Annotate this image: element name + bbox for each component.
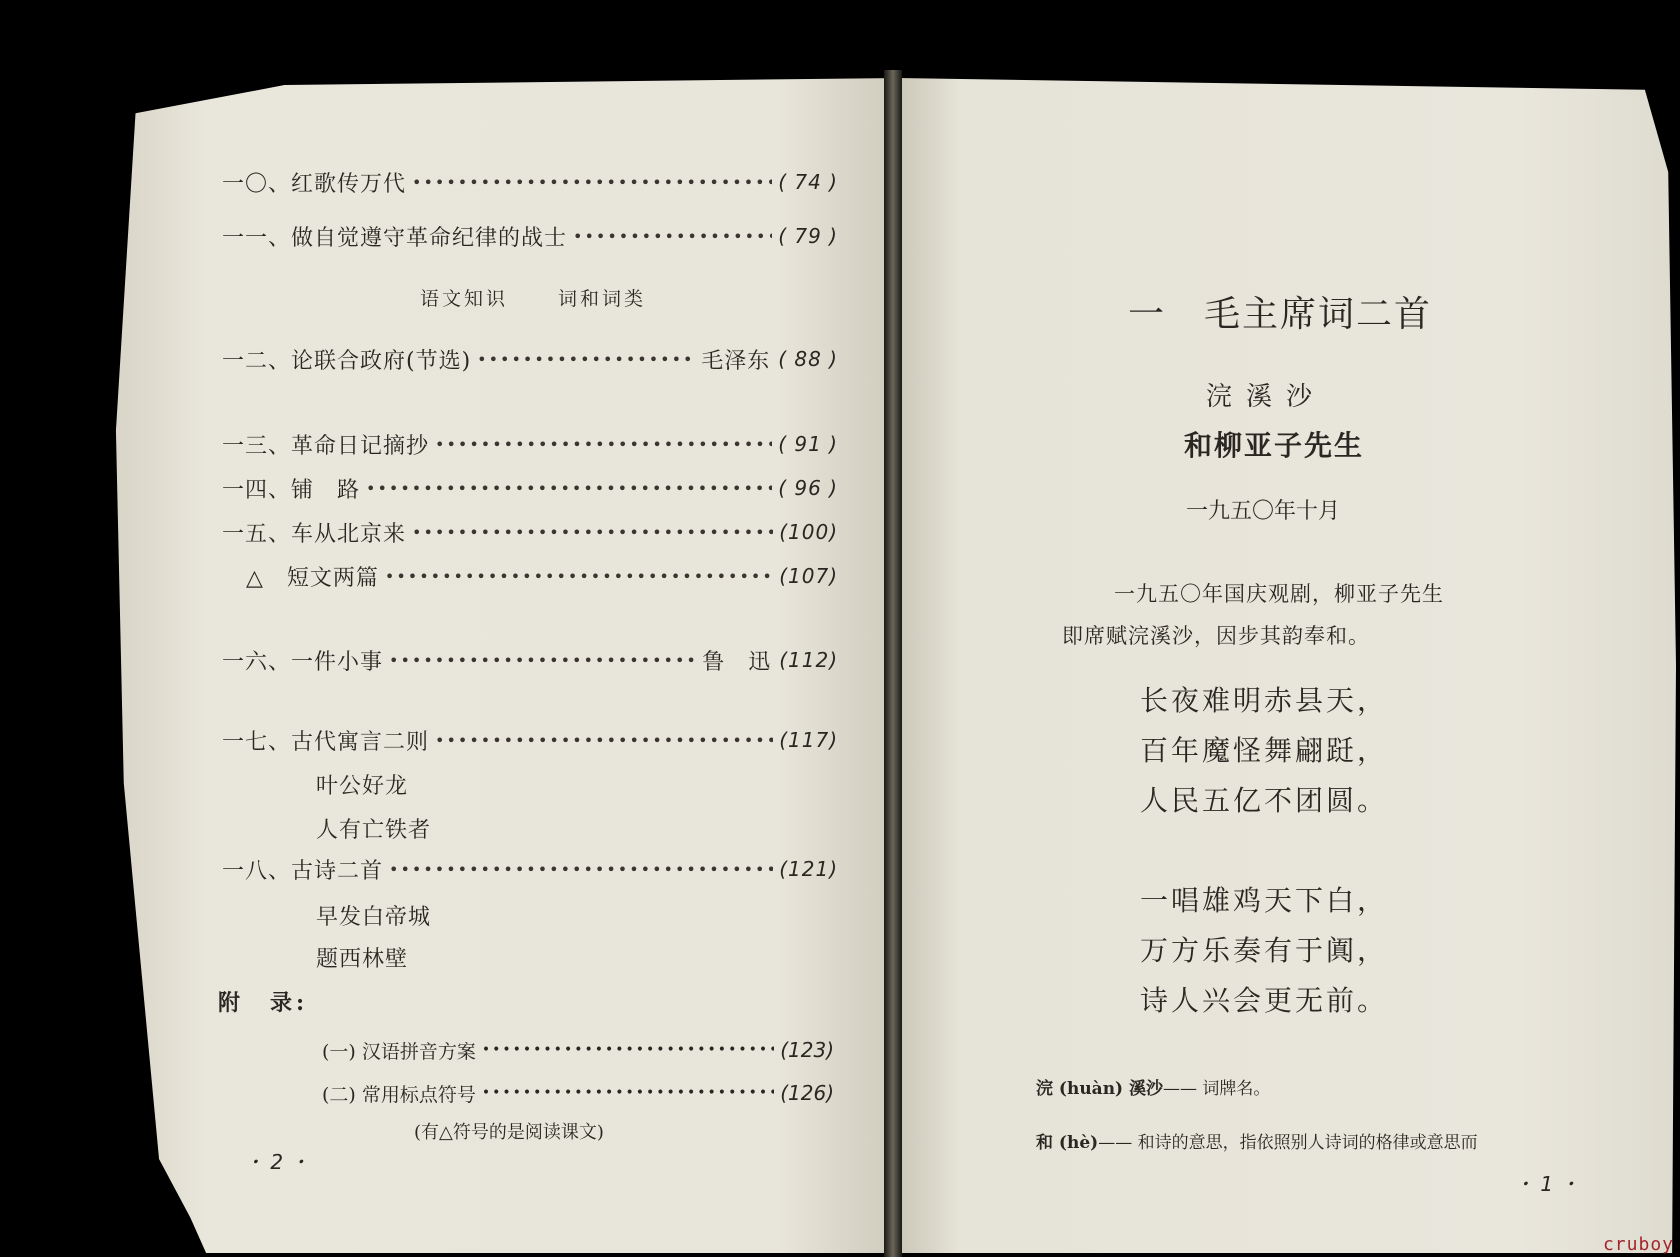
toc-entry: 一四、铺 路 ••••• ( 96 ) bbox=[222, 469, 838, 507]
appendix-entry: (二) 常用标点符号 ••••• (126) bbox=[322, 1076, 834, 1110]
right-page bbox=[898, 78, 1676, 1253]
toc-leader-dots bbox=[389, 651, 696, 670]
toc-entry: 一一、做自觉遵守革命纪律的战士 ••••• ( 79 ) bbox=[222, 217, 838, 255]
footnote: 浣 (huàn) 溪沙—— 词牌名。 bbox=[1036, 1079, 1271, 1099]
toc-sub-item: 早发白帝城 bbox=[316, 905, 432, 930]
toc-leader-dots bbox=[412, 173, 772, 192]
toc-leader-dots bbox=[366, 479, 772, 498]
poem-preface-line: 即席赋浣溪沙，因步其韵奉和。 bbox=[1062, 624, 1370, 648]
poem-verse: 人民五亿不团圆。 bbox=[1140, 784, 1389, 817]
chapter-title: 一 毛主席词二首 bbox=[1128, 294, 1433, 335]
watermark: cruboy bbox=[1602, 1234, 1674, 1255]
appendix-title: 附 录: bbox=[218, 990, 309, 1016]
poem-verse: 长夜难明赤县天， bbox=[1140, 684, 1389, 717]
toc-leader-dots bbox=[482, 1085, 774, 1101]
footnote: 和 (hè)—— 和诗的意思，指依照别人诗词的格律或意思而 bbox=[1036, 1133, 1478, 1153]
toc-leader-dots bbox=[435, 731, 773, 750]
toc-leader-dots bbox=[573, 227, 772, 246]
toc-entry: 一八、古诗二首 ••••• (121) bbox=[222, 850, 838, 888]
toc-entry: 一〇、红歌传万代 ••••• ( 74 ) bbox=[222, 163, 838, 201]
reading-note: (有△符号的是阅读课文) bbox=[414, 1122, 604, 1143]
knowledge-heading: 语文知识 词和词类 bbox=[420, 288, 647, 310]
poem-verse: 百年魔怪舞翩跹， bbox=[1140, 734, 1389, 767]
poem-title: 浣溪沙 bbox=[1206, 382, 1327, 412]
poem-verse: 万方乐奏有于阗， bbox=[1140, 934, 1389, 967]
toc-leader-dots bbox=[389, 860, 773, 879]
toc-leader-dots bbox=[435, 435, 772, 454]
toc-sub-item: 题西林壁 bbox=[316, 947, 409, 972]
page-number-left: ・ 2 ・ bbox=[244, 1150, 310, 1174]
poem-preface-line: 一九五〇年国庆观剧，柳亚子先生 bbox=[1114, 582, 1444, 606]
toc-leader-dots bbox=[412, 523, 773, 542]
book-spine bbox=[884, 70, 902, 1257]
poem-verse: 诗人兴会更无前。 bbox=[1140, 984, 1389, 1017]
toc-entry: 一六、一件小事 ••••• 鲁 迅 (112) bbox=[222, 641, 838, 679]
toc-leader-dots bbox=[385, 567, 773, 586]
toc-entry: 一七、古代寓言二则 ••••• (117) bbox=[222, 721, 838, 759]
toc-entry: 一五、车从北京来 ••••• (100) bbox=[222, 513, 838, 551]
page-number-right: ・ 1 ・ bbox=[1514, 1172, 1580, 1196]
toc-sub-item: 人有亡铁者 bbox=[316, 818, 432, 843]
poem-verse: 一唱雄鸡天下白， bbox=[1140, 884, 1389, 917]
toc-entry: △ 短文两篇 ••••• (107) bbox=[222, 557, 838, 595]
poem-date: 一九五〇年十月 bbox=[1186, 499, 1341, 524]
toc-entry: 一二、论联合政府(节选) ••••• 毛泽东 ( 88 ) bbox=[222, 340, 838, 378]
toc-leader-dots bbox=[477, 350, 695, 369]
poem-subtitle: 和柳亚子先生 bbox=[1184, 429, 1365, 462]
toc-leader-dots bbox=[482, 1042, 774, 1058]
appendix-entry: (一) 汉语拼音方案 ••••• (123) bbox=[322, 1033, 834, 1067]
toc-entry: 一三、革命日记摘抄 ••••• ( 91 ) bbox=[222, 425, 838, 463]
toc-sub-item: 叶公好龙 bbox=[316, 774, 409, 799]
